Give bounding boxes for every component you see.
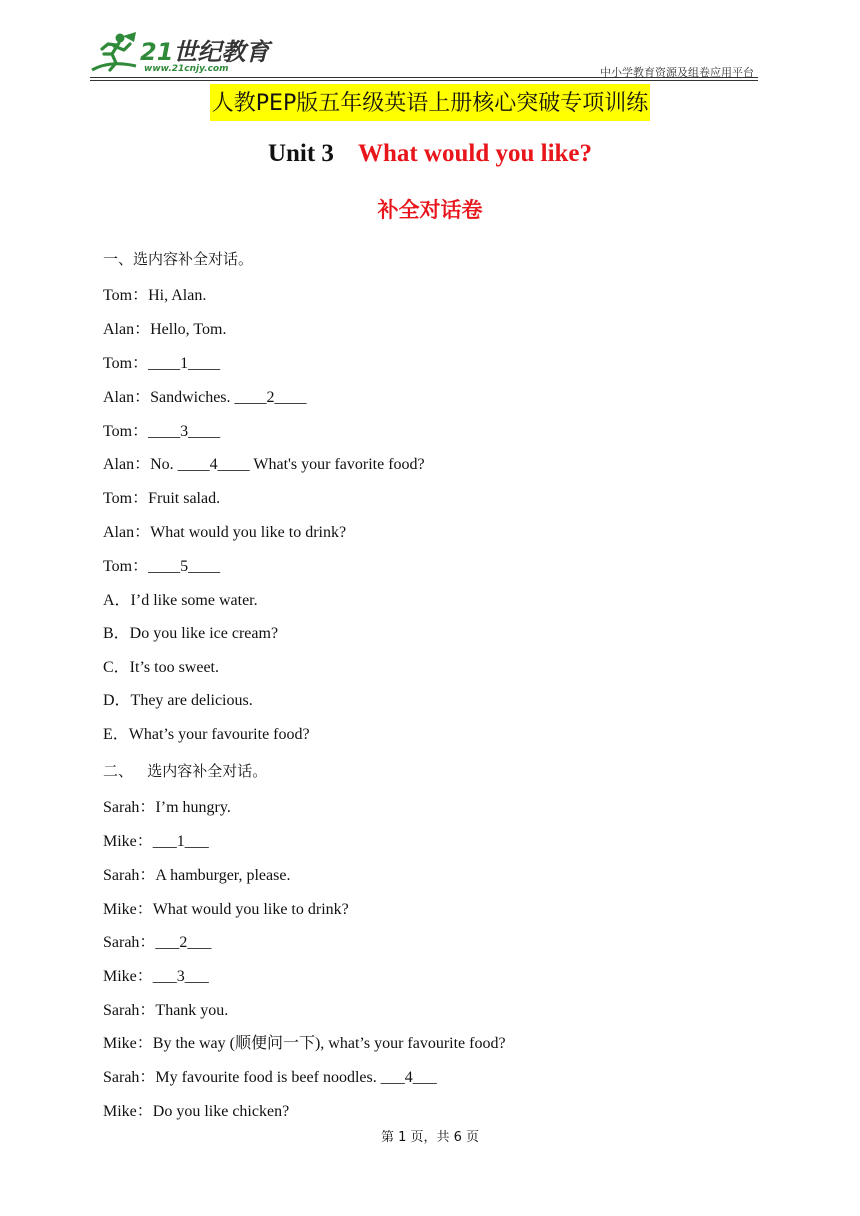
option-item: E．What’s your favourite food? xyxy=(103,726,310,743)
option-item: B．Do you like ice cream? xyxy=(103,625,279,642)
dialog-line: Sarah：A hamburger, please. xyxy=(103,867,291,884)
series-banner: 人教PEP版五年级英语上册核心突破专项训练 xyxy=(210,84,650,121)
runner-logo-icon xyxy=(90,30,140,76)
dialog-line: Sarah：___2___ xyxy=(103,934,212,951)
logo-url: www.21cnjy.com xyxy=(144,64,229,74)
platform-label: 中小学教育资源及组卷应用平台 xyxy=(600,66,754,79)
unit-number: Unit 3 xyxy=(267,140,334,167)
dialog-line: Tom：____5____ xyxy=(103,558,221,575)
dialog-line: Sarah：Thank you. xyxy=(103,1002,229,1019)
dialog-line: Mike：___1___ xyxy=(103,833,209,850)
dialog-line: Alan：What would you like to drink? xyxy=(103,524,347,541)
option-item: D．They are delicious. xyxy=(103,692,253,709)
unit-question: What would you like? xyxy=(357,140,593,167)
dialog-line: Mike：Do you like chicken? xyxy=(103,1103,290,1120)
dialog-line: Sarah：My favourite food is beef noodles. ___4___ xyxy=(103,1069,437,1086)
section-1-heading: 一、选内容补全对话。 xyxy=(103,250,254,268)
dialog-line: Tom：Hi, Alan. xyxy=(103,287,207,304)
option-item: A．I’d like some water. xyxy=(103,592,258,609)
dialog-line: Tom：____1____ xyxy=(103,355,221,372)
dialog-line: Tom：Fruit salad. xyxy=(103,490,221,507)
worksheet-subtitle: 补全对话卷 xyxy=(377,198,483,222)
dialog-line: Alan：Sandwiches. ____2____ xyxy=(103,389,307,406)
dialog-line: Mike：What would you like to drink? xyxy=(103,901,349,918)
logo-wordmark: 21世纪教育 xyxy=(140,38,270,66)
dialog-line: Alan：Hello, Tom. xyxy=(103,321,227,338)
dialog-line: Alan：No. ____4____ What's your favorite food? xyxy=(103,456,425,473)
dialog-line: Mike：By the way (顺便问一下), what’s your favourite food? xyxy=(103,1035,506,1052)
unit-title xyxy=(0,140,860,168)
page-header xyxy=(90,30,758,82)
dialog-line: Tom：____3____ xyxy=(103,423,221,440)
dialog-line: Sarah：I’m hungry. xyxy=(103,799,231,816)
header-rule-second xyxy=(90,80,758,81)
dialog-line: Mike：___3___ xyxy=(103,968,209,985)
section-2-heading: 二、 选内容补全对话。 xyxy=(103,762,268,780)
header-rule xyxy=(90,77,758,78)
page-number: 第 1 页，共 6 页 xyxy=(380,1130,480,1145)
option-item: C．It’s too sweet. xyxy=(103,659,219,676)
site-logo xyxy=(90,30,280,80)
